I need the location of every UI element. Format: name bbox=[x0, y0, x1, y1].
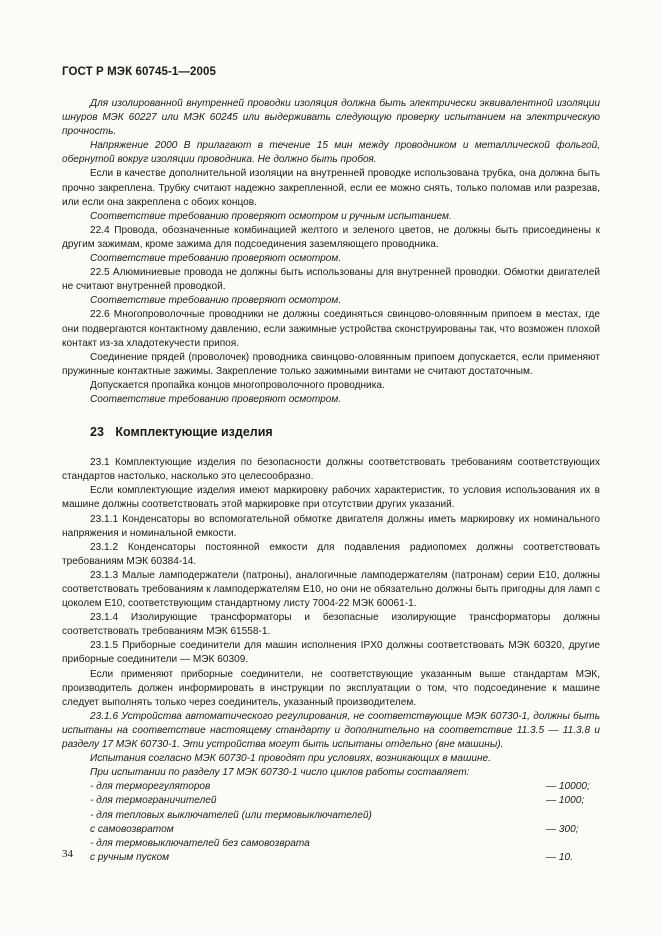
cycle-row bbox=[62, 837, 600, 851]
paragraph: Если в качестве дополнительной изоляции на внутренней проводке использована трубка, она должна быть прочно закреплена. Трубку считают надежно закрепленной, если ее можно снять, только поломав или разрезав, или если она закреплена с обоих концов. bbox=[62, 168, 600, 208]
paragraph: 23.1.3 Малые ламподержатели (патроны), аналогичные ламподержателям (патронам) серии E10, должны соответствовать требованиям к ламподержателям E10, но они не обязательно должны быть пригодны для ламп с цоколем E10, соответствующим стандартному листу 7004-22 МЭК 60061-1. bbox=[62, 569, 600, 610]
paragraph: 23.1.5 Приборные соединители для машин исполнения IPX0 должны соответствовать МЭК 60320, другие приборные соединители — МЭК 60309. bbox=[62, 640, 600, 666]
page-body bbox=[62, 97, 600, 865]
cycle-label: - для термовыключателей без самовозврата bbox=[90, 837, 310, 849]
paragraph: Допускается пропайка концов многопроволочного проводника. bbox=[90, 379, 385, 391]
cycle-value bbox=[546, 809, 600, 823]
paragraph: 23.1.2 Конденсаторы постоянной емкости для подавления радиопомех должны соответствовать требованиям МЭК 60384-14. bbox=[62, 541, 600, 567]
cycle-row bbox=[62, 809, 600, 823]
page-number: 34 bbox=[62, 848, 73, 860]
document-code-header: ГОСТ Р МЭК 60745-1—2005 bbox=[62, 66, 216, 78]
cycle-label: с самовозвратом bbox=[90, 823, 174, 835]
paragraph: 22.5 Алюминиевые провода не должны быть использованы для внутренней проводки. Обмотки двигателей не считают внутренней проводкой. bbox=[62, 267, 600, 293]
cycle-label: - для термограничителей bbox=[90, 795, 217, 807]
cycle-value: — 10000; bbox=[546, 781, 590, 793]
paragraph: Соответствие требованию проверяют осмотром. bbox=[90, 253, 342, 265]
section-number: 23 bbox=[90, 425, 104, 440]
paragraph: Напряжение 2000 В прилагают в течение 15 мин между проводником и металлической фольгой, обернутой вокруг изоляции проводника. Не должно быть пробоя. bbox=[62, 140, 600, 166]
clause-23-paragraphs bbox=[62, 456, 600, 780]
clause-22-paragraphs bbox=[62, 97, 600, 407]
paragraph: 23.1.1 Конденсаторы во вспомогательной обмотке двигателя должны иметь маркировку их номинального напряжения и номинальной емкости. bbox=[62, 513, 600, 539]
paragraph: 23.1 Комплектующие изделия по безопасности должны соответствовать требованиям соответствующих стандартов настолько, насколько это целесообразно. bbox=[62, 457, 600, 483]
paragraph: 22.6 Многопроволочные проводники не должны соединяться свинцово-оловянным припоем в местах, где они подвергаются контактному давлению, если зажимные устройства сконструированы так, что возможен плохой контакт из-за хладотекучести припоя. bbox=[62, 309, 600, 349]
cycle-value bbox=[546, 837, 600, 851]
paragraph: Соответствие требованию проверяют осмотром. bbox=[90, 295, 342, 307]
paragraph: 23.1.4 Изолирующие трансформаторы и безопасные изолирующие трансформаторы должны соответствовать требованиям МЭК 61558-1. bbox=[62, 612, 600, 638]
paragraph: 22.4 Провода, обозначенные комбинацией желтого и зеленого цветов, не должны быть присоединены к другим зажимам, кроме зажима для подсоединения заземляющего проводника. bbox=[62, 224, 600, 250]
paragraph: 23.1.6 Устройства автоматического регулирования, не соответствующие МЭК 60730-1, должны быть испытаны на соответствие настоящему стандарту и дополнительно на соответствие 11.3.5 — 11.3.8 и разделу 17 МЭК 60730-1. Эти устройства могут быть испытаны отдельно (вне машины). bbox=[62, 710, 600, 751]
cycle-label: с ручным пуском bbox=[90, 851, 170, 863]
cycle-row bbox=[62, 823, 600, 837]
cycle-count-list bbox=[62, 780, 600, 865]
paragraph: Если комплектующие изделия имеют маркировку рабочих характеристик, то условия использования их в машине должны соответствовать этой маркировке при отсутствии других указаний. bbox=[62, 485, 600, 511]
section-title: Комплектующие изделия bbox=[115, 425, 273, 440]
cycle-row bbox=[62, 780, 600, 794]
paragraph: Если применяют приборные соединители, не соответствующие указанным выше стандартам МЭК, производитель должен информировать в инструкции по эксплуатации о том, что подсоединение к машине следует выполнять только через соединитель, указанный производителем. bbox=[62, 668, 600, 708]
paragraph: Для изолированной внутренней проводки изоляция должна быть электрически эквивалентной изоляции шнуров МЭК 60227 или МЭК 60245 или выдерживать следующую проверку испытанием на электрическую прочность. bbox=[62, 98, 600, 138]
paragraph: Соединение прядей (проволочек) проводника свинцово-оловянным припоем допускается, если применяют пружинные контактные зажимы. Закрепление только зажимными винтами не считают достаточным. bbox=[62, 351, 600, 377]
paragraph: Соответствие требованию проверяют осмотром. bbox=[90, 393, 342, 405]
cycle-label: - для терморегуляторов bbox=[90, 781, 211, 793]
cycle-value: — 300; bbox=[546, 823, 579, 835]
cycle-label: - для тепловых выключателей (или термовыключателей) bbox=[90, 809, 372, 821]
cycle-row bbox=[62, 851, 600, 865]
paragraph: При испытании по разделу 17 МЭК 60730-1 число циклов работы составляет: bbox=[90, 767, 470, 779]
cycle-row bbox=[62, 794, 600, 808]
section-heading bbox=[62, 425, 600, 439]
paragraph: Соответствие требованию проверяют осмотром и ручным испытанием. bbox=[90, 210, 452, 222]
cycle-value: — 10. bbox=[546, 851, 573, 863]
cycle-value: — 1000; bbox=[546, 795, 585, 807]
paragraph: Испытания согласно МЭК 60730-1 проводят при условиях, возникающих в машине. bbox=[90, 753, 491, 765]
